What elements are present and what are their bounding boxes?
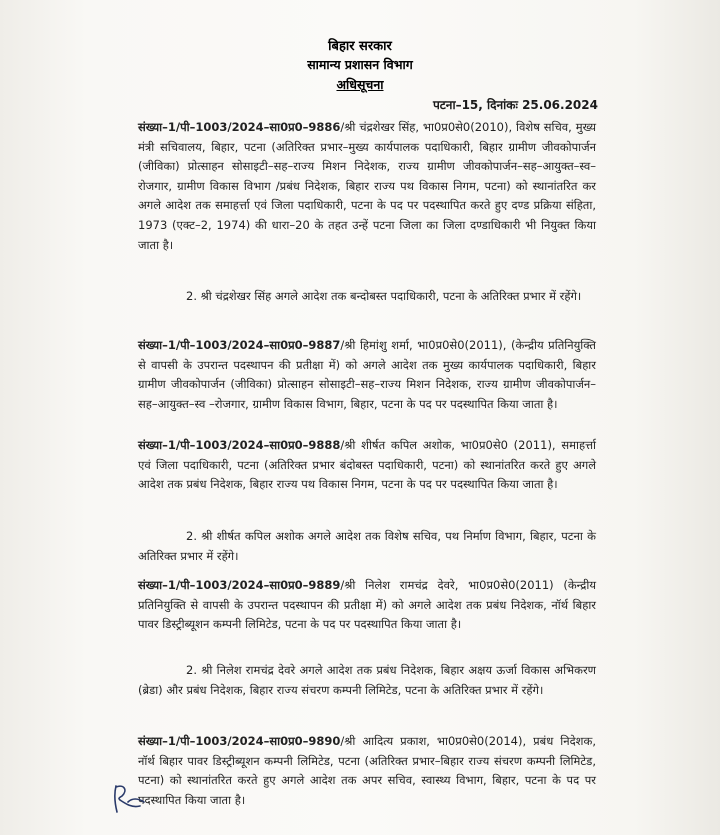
- order-text: 2. श्री चंद्रशेखर सिंह अगले आदेश तक बन्दोबस्त पदाधिकारी, पटना के अतिरिक्त प्रभार में रहेंगे।: [186, 289, 582, 303]
- order-text: /श्री निलेश रामचंद्र देवरे, भा0प्र0से0(2011) (केन्द्रीय प्रतिनियुक्ति से वापसी के उपरान्त पदस्थापन की प्रतीक्षा में) को अगले आदेश तक प्रबंध निदेशक, नॉर्थ बिहार पावर डिस्ट्रीब्यूशन कम्पनी लिमिटेड, पटना के पद पर पदस्थापित किया जाता है।: [138, 578, 596, 632]
- order-text: /श्री शीर्षत कपिल अशोक, भा0प्र0से0 (2011), समाहर्त्ता एवं जिला पदाधिकारी, पटना (अतिरिक्त प्रभार बंदोबस्त पदाधिकारी, पटना) को स्थानांतरित करते हुए अगले आदेश तक प्रबंध निदेशक, बिहार राज्य पथ विकास निगम, पटना के पद पर पदस्थापित किया जाता है।: [138, 438, 596, 492]
- order-paragraph-3: [138, 336, 596, 414]
- order-paragraph-2: [138, 287, 596, 307]
- order-text: /श्री आदित्य प्रकाश, भा0प्र0से0(2014), प्रबंध निदेशक, नॉर्थ बिहार पावर डिस्ट्रीब्यूशन कम्पनी लिमिटेड, पटना (अतिरिक्त प्रभार–बिहार राज्य संचरण कम्पनी लिमिटेड, पटना) को स्थानांतरित करते हुए अगले आदेश तक अपर सचिव, स्वास्थ्य विभाग, बिहार, पटना के पद पर पदस्थापित किया जाता है।: [138, 734, 596, 807]
- order-reference: संख्या–1/पी–1003/2024–सा0प्र0–9888: [138, 438, 341, 452]
- order-reference: संख्या–1/पी–1003/2024–सा0प्र0–9886: [138, 120, 341, 134]
- order-paragraph-8: [138, 732, 596, 810]
- place-date: पटना–15, दिनांकः 25.06.2024: [432, 98, 598, 112]
- order-text: /श्री हिमांशु शर्मा, भा0प्र0से0(2011), (केन्द्रीय प्रतिनियुक्ति से वापसी के उपरान्त पदस्थापन की प्रतीक्षा में) को अगले आदेश तक मुख्य कार्यपालक पदाधिकारी, बिहार ग्रामीण जीवकोपार्जन (जीविका) प्रोत्साहन सोसाइटी–सह–राज्य मिशन निदेशक, राज्य ग्रामीण जीवकोपार्जन–सह–आयुक्त–स्व –रोजगार, ग्रामीण विकास विभाग, बिहार, पटना के पद पर पदस्थापित किया जाता है।: [138, 338, 596, 411]
- order-paragraph-6: [138, 576, 596, 635]
- order-reference: संख्या–1/पी–1003/2024–सा0प्र0–9887: [138, 338, 341, 352]
- department-heading: सामान्य प्रशासन विभाग: [307, 57, 413, 72]
- order-paragraph-4: [138, 436, 596, 495]
- order-paragraph-7: [138, 661, 596, 700]
- order-text: 2. श्री निलेश रामचंद्र देवरे अगले आदेश तक प्रबंध निदेशक, बिहार अक्षय ऊर्जा विकास अभिकरण (ब्रेडा) और प्रबंध निदेशक, बिहार राज्य संचरण कम्पनी लिमिटेड, पटना के अतिरिक्त प्रभार में रहेंगे।: [138, 663, 596, 697]
- order-text: 2. श्री शीर्षत कपिल अशोक अगले आदेश तक विशेष सचिव, पथ निर्माण विभाग, बिहार, पटना के अतिरिक्त प्रभार में रहेंगे।: [138, 529, 596, 563]
- order-paragraph-5: [138, 527, 596, 566]
- notification-title: अधिसूचना: [336, 77, 384, 92]
- order-reference: संख्या–1/पी–1003/2024–सा0प्र0–9889: [138, 578, 341, 592]
- government-heading: बिहार सरकार: [328, 39, 392, 54]
- order-text: /श्री चंद्रशेखर सिंह, भा0प्र0से0(2010), विशेष सचिव, मुख्य मंत्री सचिवालय, बिहार, पटना (अतिरिक्त प्रभार–मुख्य कार्यपालक पदाधिकारी, बिहार ग्रामीण जीवकोपार्जन (जीविका) प्रोत्साहन सोसाइटी–सह–राज्य मिशन निदेशक, राज्य ग्रामीण जीवकोपार्जन–सह–आयुक्त–स्व–रोजगार, ग्रामीण विकास विभाग /प्रबंध निदेशक, बिहार राज्य पथ विकास निगम, पटना) को स्थानांतरित कर अगले आदेश तक समाहर्त्ता एवं जिला पदाधिकारी, पटना के पद पर पदस्थापित करते हुए दण्ड प्रक्रिया संहिता, 1973 (एक्ट–2, 1974) की धारा–20 के तहत उन्हें पटना जिला का जिला दण्डाधिकारी भी नियुक्त किया जाता है।: [138, 120, 596, 252]
- signature-mark: [110, 782, 150, 816]
- notification-heading: [0, 76, 720, 93]
- order-paragraph-1: [138, 118, 596, 255]
- order-reference: संख्या–1/पी–1003/2024–सा0प्र0–9890: [138, 734, 341, 748]
